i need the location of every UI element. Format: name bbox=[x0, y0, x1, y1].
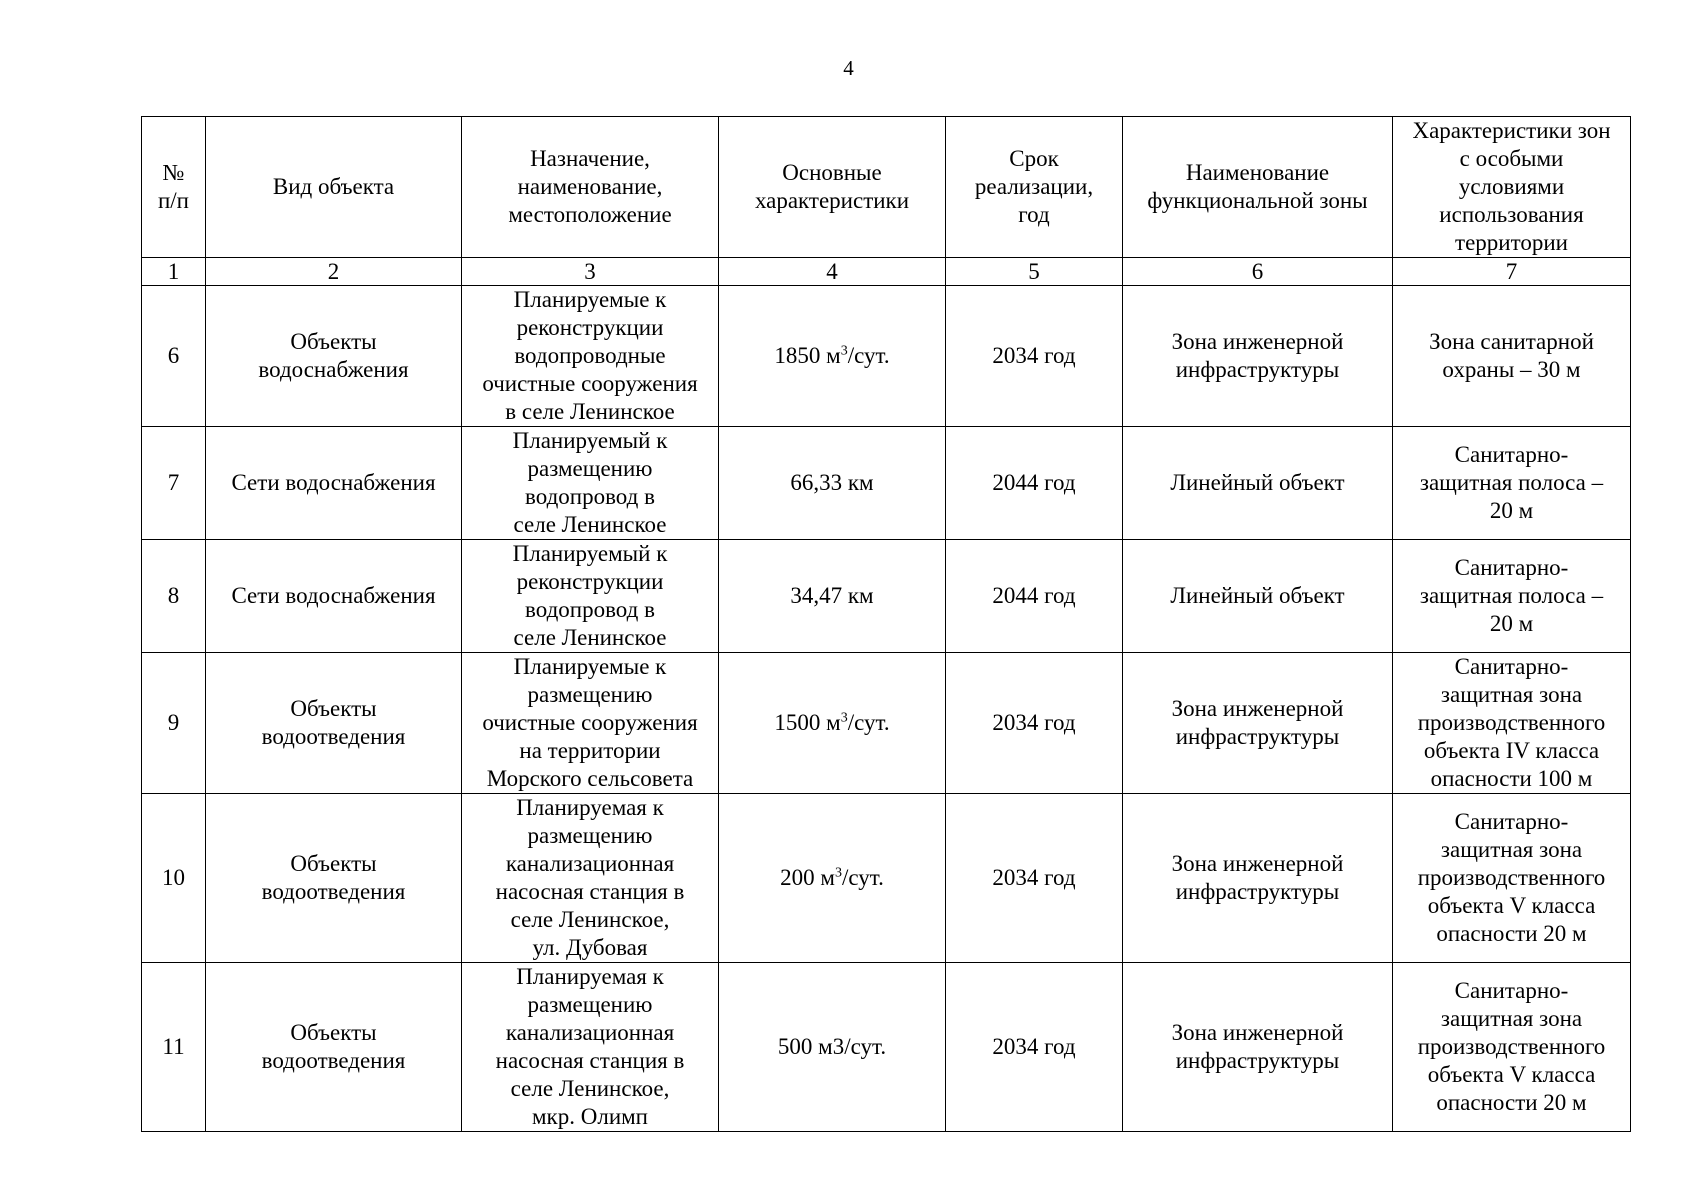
object-type: Объекты водоотведения bbox=[206, 963, 462, 1132]
zone-restrictions: Санитарно- защитная зона производственного объекта V класса опасности 20 м bbox=[1393, 963, 1631, 1132]
row-number: 6 bbox=[142, 286, 206, 427]
object-type: Объекты водоотведения bbox=[206, 794, 462, 963]
infrastructure-table bbox=[141, 116, 1631, 1132]
row-number: 7 bbox=[142, 427, 206, 540]
page-number: 4 bbox=[843, 56, 854, 80]
object-characteristics: 500 м3/сут. bbox=[719, 963, 946, 1132]
functional-zone: Линейный объект bbox=[1123, 540, 1393, 653]
row-number: 11 bbox=[142, 963, 206, 1132]
functional-zone: Зона инженерной инфраструктуры bbox=[1123, 286, 1393, 427]
column-number: 4 bbox=[719, 258, 946, 286]
table-row bbox=[142, 286, 1631, 427]
table-row bbox=[142, 653, 1631, 794]
zone-restrictions: Санитарно- защитная полоса – 20 м bbox=[1393, 540, 1631, 653]
column-number: 2 bbox=[206, 258, 462, 286]
object-characteristics: 34,47 км bbox=[719, 540, 946, 653]
object-purpose: Планируемая к размещению канализационная насосная станция в селе Ленинское, ул. Дубовая bbox=[462, 794, 719, 963]
table-header-row bbox=[142, 117, 1631, 258]
object-purpose: Планируемый к размещению водопровод в селе Ленинское bbox=[462, 427, 719, 540]
object-characteristics: 200 $м^3$/сут. bbox=[719, 794, 946, 963]
row-number: 10 bbox=[142, 794, 206, 963]
header-cell-number: № п/п bbox=[142, 117, 206, 258]
column-number: 6 bbox=[1123, 258, 1393, 286]
column-number: 3 bbox=[462, 258, 719, 286]
object-purpose: Планируемые к размещению очистные сооружения на территории Морского сельсовета bbox=[462, 653, 719, 794]
object-characteristics: 1850 $м^3$/сут. bbox=[719, 286, 946, 427]
column-number: 1 bbox=[142, 258, 206, 286]
table-row bbox=[142, 794, 1631, 963]
header-cell-functional-zone: Наименование функциональной зоны bbox=[1123, 117, 1393, 258]
implementation-term: 2034 год bbox=[946, 653, 1123, 794]
header-cell-characteristics: Основные характеристики bbox=[719, 117, 946, 258]
functional-zone: Зона инженерной инфраструктуры bbox=[1123, 794, 1393, 963]
header-cell-term: Срок реализации, год bbox=[946, 117, 1123, 258]
header-cell-object-type: Вид объекта bbox=[206, 117, 462, 258]
table-row bbox=[142, 427, 1631, 540]
column-number-row bbox=[142, 258, 1631, 286]
functional-zone: Зона инженерной инфраструктуры bbox=[1123, 653, 1393, 794]
implementation-term: 2044 год bbox=[946, 540, 1123, 653]
object-purpose: Планируемые к реконструкции водопроводные очистные сооружения в селе Ленинское bbox=[462, 286, 719, 427]
object-purpose: Планируемый к реконструкции водопровод в селе Ленинское bbox=[462, 540, 719, 653]
object-type: Сети водоснабжения bbox=[206, 427, 462, 540]
object-characteristics: 66,33 км bbox=[719, 427, 946, 540]
zone-restrictions: Зона санитарной охраны – 30 м bbox=[1393, 286, 1631, 427]
row-number: 8 bbox=[142, 540, 206, 653]
object-type: Сети водоснабжения bbox=[206, 540, 462, 653]
implementation-term: 2034 год bbox=[946, 794, 1123, 963]
implementation-term: 2034 год bbox=[946, 963, 1123, 1132]
table-row bbox=[142, 540, 1631, 653]
functional-zone: Зона инженерной инфраструктуры bbox=[1123, 963, 1393, 1132]
zone-restrictions: Санитарно- защитная полоса – 20 м bbox=[1393, 427, 1631, 540]
column-number: 5 bbox=[946, 258, 1123, 286]
row-number: 9 bbox=[142, 653, 206, 794]
column-number: 7 bbox=[1393, 258, 1631, 286]
header-cell-purpose: Назначение, наименование, местоположение bbox=[462, 117, 719, 258]
zone-restrictions: Санитарно- защитная зона производственного объекта IV класса опасности 100 м bbox=[1393, 653, 1631, 794]
object-purpose: Планируемая к размещению канализационная насосная станция в селе Ленинское, мкр. Олимп bbox=[462, 963, 719, 1132]
zone-restrictions: Санитарно- защитная зона производственного объекта V класса опасности 20 м bbox=[1393, 794, 1631, 963]
object-characteristics: 1500 $м^3$/сут. bbox=[719, 653, 946, 794]
table-row bbox=[142, 963, 1631, 1132]
object-type: Объекты водоснабжения bbox=[206, 286, 462, 427]
functional-zone: Линейный объект bbox=[1123, 427, 1393, 540]
implementation-term: 2044 год bbox=[946, 427, 1123, 540]
object-type: Объекты водоотведения bbox=[206, 653, 462, 794]
implementation-term: 2034 год bbox=[946, 286, 1123, 427]
header-cell-restrictions: Характеристики зон с особыми условиями использования территории bbox=[1393, 117, 1631, 258]
